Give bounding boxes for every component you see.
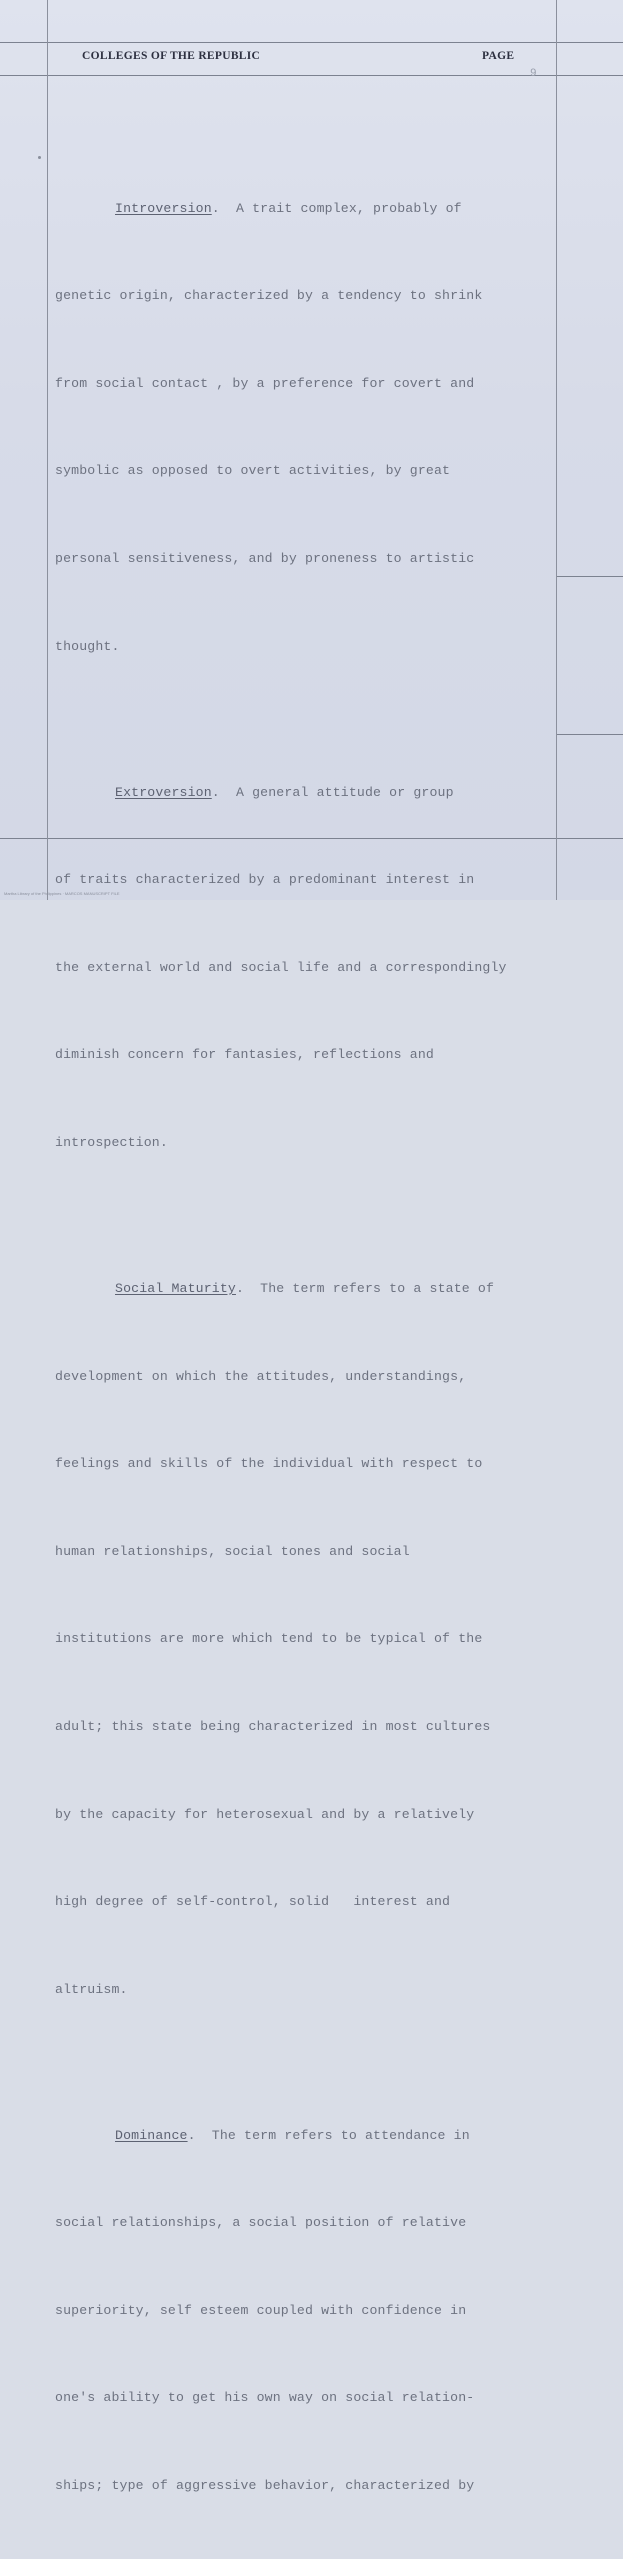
- text-line: introspection.: [55, 1134, 168, 1150]
- text-line: of traits characterized by a predominant interest in: [55, 872, 475, 888]
- definition-first-line: Introversion. A trait complex, probably of: [115, 200, 462, 216]
- text-line: ships; type of aggressive behavior, characterized by: [55, 2478, 475, 2494]
- margin-mark: [38, 156, 41, 159]
- body-text: [55, 106, 555, 2559]
- text-line: development on which the attitudes, understandings,: [55, 1368, 467, 1384]
- text-line: altruism.: [55, 1981, 128, 1997]
- text-line: superiority, self esteem coupled with confidence in: [55, 2302, 467, 2318]
- page-number: 9: [530, 68, 537, 80]
- text-line: adult; this state being characterized in most cultures: [55, 1718, 491, 1734]
- header-title: COLLEGES OF THE REPUBLIC: [82, 50, 261, 62]
- definition-first-line: Dominance. The term refers to attendance in: [115, 2127, 470, 2143]
- definition-term: Introversion: [115, 200, 212, 216]
- text-line: personal sensitiveness, and by proneness to artistic: [55, 550, 475, 566]
- definition-term: Social Maturity: [115, 1280, 236, 1296]
- text-line: social relationships, a social position of relative: [55, 2215, 467, 2231]
- right-margin-rule: [556, 0, 557, 900]
- text-line: by the capacity for heterosexual and by a relatively: [55, 1806, 475, 1822]
- definition-first-line: Extroversion. A general attitude or group: [115, 784, 454, 800]
- footer-credit: Martha Library of the Philippines · MARCOS MANUSCRIPT FILE: [4, 891, 120, 896]
- header-page-label: PAGE: [482, 50, 515, 62]
- right-margin-rule-1: [557, 576, 623, 577]
- definition-first-line: Social Maturity. The term refers to a state of: [115, 1280, 495, 1296]
- text-line: diminish concern for fantasies, reflections and: [55, 1047, 434, 1063]
- text-line: symbolic as opposed to overt activities, by great: [55, 463, 451, 479]
- text-line: genetic origin, characterized by a tendency to shrink: [55, 288, 483, 304]
- left-margin-rule: [47, 0, 48, 900]
- text-line: feelings and skills of the individual with respect to: [55, 1456, 483, 1472]
- text-line: human relationships, social tones and social: [55, 1543, 410, 1559]
- text-line: from social contact , by a preference for covert and: [55, 375, 475, 391]
- text-line: one's ability to get his own way on social relation-: [55, 2390, 475, 2406]
- right-margin-rule-2: [557, 734, 623, 735]
- text-line: the external world and social life and a correspondingly: [55, 959, 507, 975]
- top-rule: [0, 42, 623, 43]
- text-line: institutions are more which tend to be typical of the: [55, 1631, 483, 1647]
- text-line: thought.: [55, 638, 120, 654]
- definition-term: Dominance: [115, 2127, 188, 2143]
- text-line: high degree of self-control, solid interest and: [55, 1894, 451, 1910]
- definition-term: Extroversion: [115, 784, 212, 800]
